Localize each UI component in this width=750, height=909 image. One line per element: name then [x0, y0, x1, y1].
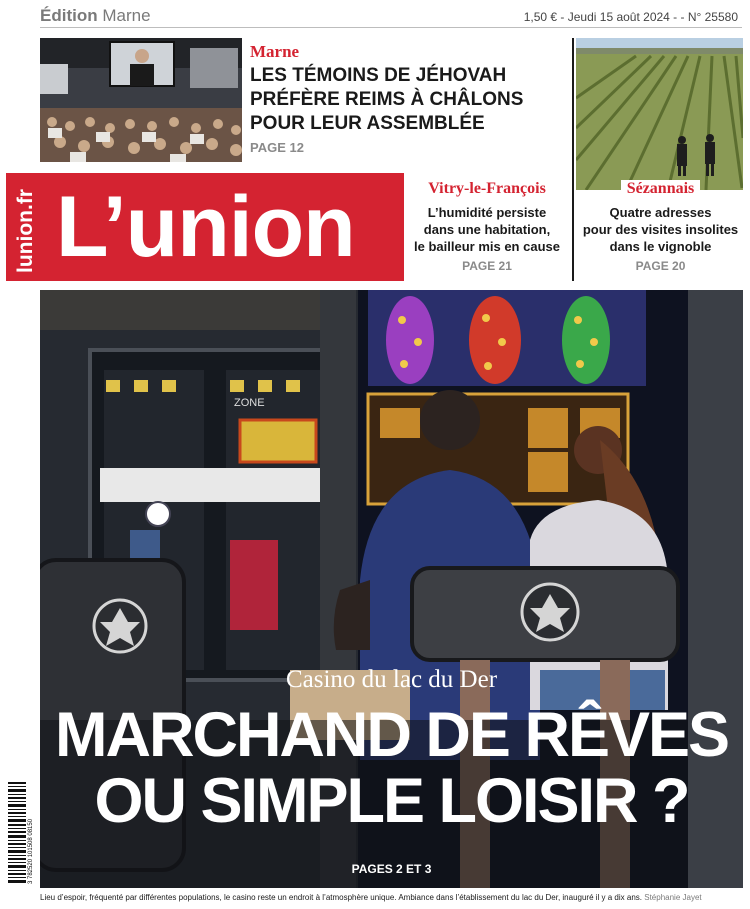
main-photo[interactable] [40, 290, 743, 888]
masthead-logo[interactable]: L’union [56, 179, 355, 275]
photo-caption [40, 893, 748, 902]
sezannais-teaser[interactable] [578, 180, 743, 273]
sezannais-page-ref: PAGE 20 [635, 259, 686, 273]
screen-sign: ZONE [234, 397, 265, 409]
sezannais-kicker: Sézannais [621, 180, 701, 198]
vitry-page-ref: PAGE 21 [462, 259, 512, 273]
edition-name: Marne [102, 6, 151, 25]
marne-title-line: POUR LEUR ASSEMBLÉE [250, 113, 485, 134]
main-headline [40, 702, 743, 834]
marne-title-line: PRÉFÈRE REIMS À CHÂLONS [250, 89, 524, 110]
vineyard-photo[interactable] [576, 38, 743, 190]
marne-page-ref: PAGE 12 [250, 140, 304, 155]
vitry-text-line: L’humidité persiste [427, 205, 547, 220]
marne-kicker: Marne [250, 42, 300, 61]
sezannais-text-line: Quatre adresses [609, 205, 712, 220]
sezannais-text-line: pour des visites insolites [582, 222, 739, 237]
marne-title [250, 64, 570, 136]
main-kicker: Casino du lac du Der [285, 666, 498, 693]
main-headline-line: MARCHAND DE RÊVES [54, 700, 729, 770]
marne-title-line: LES TÉMOINS DE JÉHOVAH [250, 65, 507, 86]
assembly-illustration [40, 38, 242, 162]
assembly-photo[interactable] [40, 38, 242, 162]
main-page-ref: PAGES 2 ET 3 [351, 862, 432, 876]
masthead-site[interactable] [8, 177, 40, 277]
masthead-site-text: lunion.fr [14, 189, 37, 273]
vitry-kicker: Vitry-le-François [428, 180, 546, 197]
vineyard-illustration [576, 38, 743, 190]
sezannais-text-line: dans le vignoble [609, 239, 712, 254]
barcode-number: 3 782520 101508 08150 [28, 818, 34, 884]
edition-bar [40, 4, 742, 28]
caption-text: Lieu d’espoir, fréquenté par différentes populations, le casino reste un endroit à l’atmosphère unique. Ambiance dans l’établissement du lac du Der, inauguré il y a dix ans. [40, 893, 643, 902]
barcode [6, 780, 34, 886]
issue-info: 1,50 € - Jeudi 15 août 2024 - - N° 25580 [523, 10, 738, 24]
vitry-teaser[interactable] [412, 180, 562, 273]
marne-teaser[interactable] [250, 42, 570, 155]
main-headline-line: OU SIMPLE LOISIR ? [94, 766, 689, 836]
vitry-text-line: dans une habitation, [423, 222, 551, 237]
column-divider [572, 38, 574, 281]
photo-credit: Stéphanie Jayet [644, 893, 702, 902]
edition-label: Édition Marne [40, 6, 151, 25]
masthead[interactable] [6, 173, 404, 281]
vitry-text-line: le bailleur mis en cause [414, 239, 560, 254]
sezannais-text [578, 204, 743, 255]
vitry-text [412, 204, 562, 255]
